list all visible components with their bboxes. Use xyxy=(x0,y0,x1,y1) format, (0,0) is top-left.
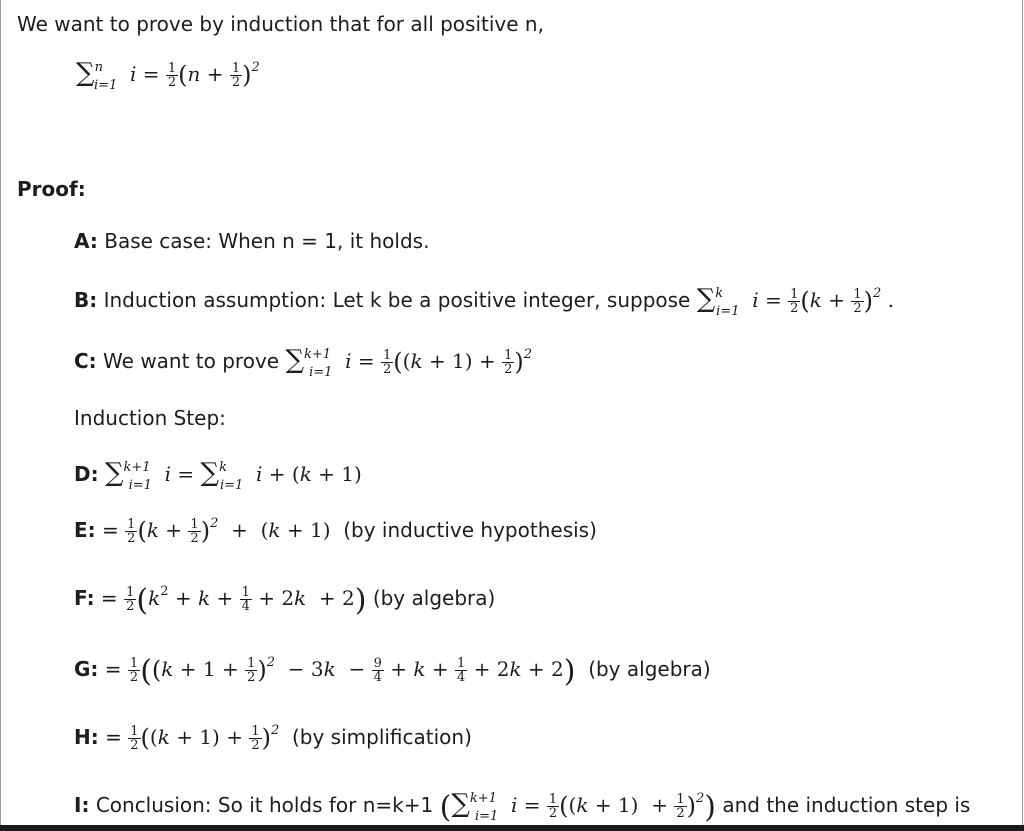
step-g-label: G: xyxy=(74,657,99,681)
step-a-text: Base case: When n = 1, it holds. xyxy=(104,229,430,253)
step-e-label: E: xyxy=(74,518,96,542)
step-e-note: (by inductive hypothesis) xyxy=(343,518,597,542)
step-c xyxy=(74,347,532,379)
step-f-note: (by algebra) xyxy=(372,586,496,610)
step-d xyxy=(74,460,362,492)
step-h-note: (by simplification) xyxy=(291,725,472,749)
step-d-formula: ∑$^{k+1}_{i=1}$ i = ∑$^k_{i=1}$ i + (k + 1) xyxy=(104,458,362,493)
step-i-formula: (∑$^{k+1}_{i=1}$ i = $\frac{1}{2}$ ((k + 1) + $\frac{1}{2}$ )$^2$) xyxy=(439,789,716,825)
step-g-formula: $\frac{1}{2}$ ((k + 1 + $\frac{1}{2}$ )$^2$ − 3k − $\frac{9}{4}$ + k + $\frac{1}{4}$ + 2k + 2) xyxy=(129,654,576,689)
step-b-formula: ∑$^k_{i=1}$ i = $\frac{1}{2}$ (k + $\frac{1}{2}$ )$^2$ . xyxy=(696,284,895,319)
step-a-label: A: xyxy=(74,229,98,253)
bottom-border xyxy=(0,825,1024,831)
step-f: F: = $\frac{1}{2}$ ($k^2 + k$ + $\frac{1}{4}$ + 2k + 2) (by algebra) xyxy=(74,583,496,618)
step-b-text: Induction assumption: Let k be a positive integer, suppose xyxy=(103,288,691,312)
step-a xyxy=(74,231,429,251)
step-h-label: H: xyxy=(74,725,99,749)
main-formula: ∑$^n_{i=1}$ i = $\frac{1}{2}$ (n + $\frac{1}{2}$ )$^2$ xyxy=(76,58,260,93)
step-e-formula: $\frac{1}{2}$ (k + $\frac{1}{2}$ )$^2$ + (k + 1) xyxy=(127,516,331,547)
step-f-formula: $\frac{1}{2}$ ($k^2 + k$ + $\frac{1}{4}$ + 2k + 2) xyxy=(126,583,367,618)
step-f-label: F: xyxy=(74,586,95,610)
step-c-text: We want to prove xyxy=(103,349,280,373)
proof-label: Proof: xyxy=(17,177,86,201)
step-c-label: C: xyxy=(74,349,97,373)
step-h: H: = $\frac{1}{2}$ ((k + 1) + $\frac{1}{2}$ )$^2$ (by simplification) xyxy=(74,723,472,754)
step-g-note: (by algebra) xyxy=(588,657,711,681)
step-i-tail: and the induction step is xyxy=(722,793,971,817)
step-b-label: B: xyxy=(74,288,98,312)
step-b xyxy=(74,286,894,318)
step-i xyxy=(74,791,970,823)
step-g: G: = $\frac{1}{2}$ ((k + 1 + $\frac{1}{2}$ )$^2$ − 3k − $\frac{9}{4}$ + k + $\frac{1}{4}$ + 2k + 2) (by algebra) xyxy=(74,654,711,689)
intro-text: We want to prove by induction that for all positive n, xyxy=(17,12,544,36)
step-i-label: I: xyxy=(74,793,90,817)
step-e: E: = $\frac{1}{2}$ (k + $\frac{1}{2}$ )$^2$ + (k + 1) (by inductive hypothesis) xyxy=(74,516,597,547)
induction-step-heading: Induction Step: xyxy=(74,406,226,430)
step-d-label: D: xyxy=(74,462,99,486)
step-c-formula: ∑$^{k+1}_{i=1}$ i = $\frac{1}{2}$ ((k + 1) + $\frac{1}{2}$ )$^2$ xyxy=(285,345,533,380)
step-i-text: Conclusion: So it holds for n=k+1 xyxy=(95,793,434,817)
step-h-formula: $\frac{1}{2}$ ((k + 1) + $\frac{1}{2}$ )$^2$ xyxy=(130,723,280,754)
